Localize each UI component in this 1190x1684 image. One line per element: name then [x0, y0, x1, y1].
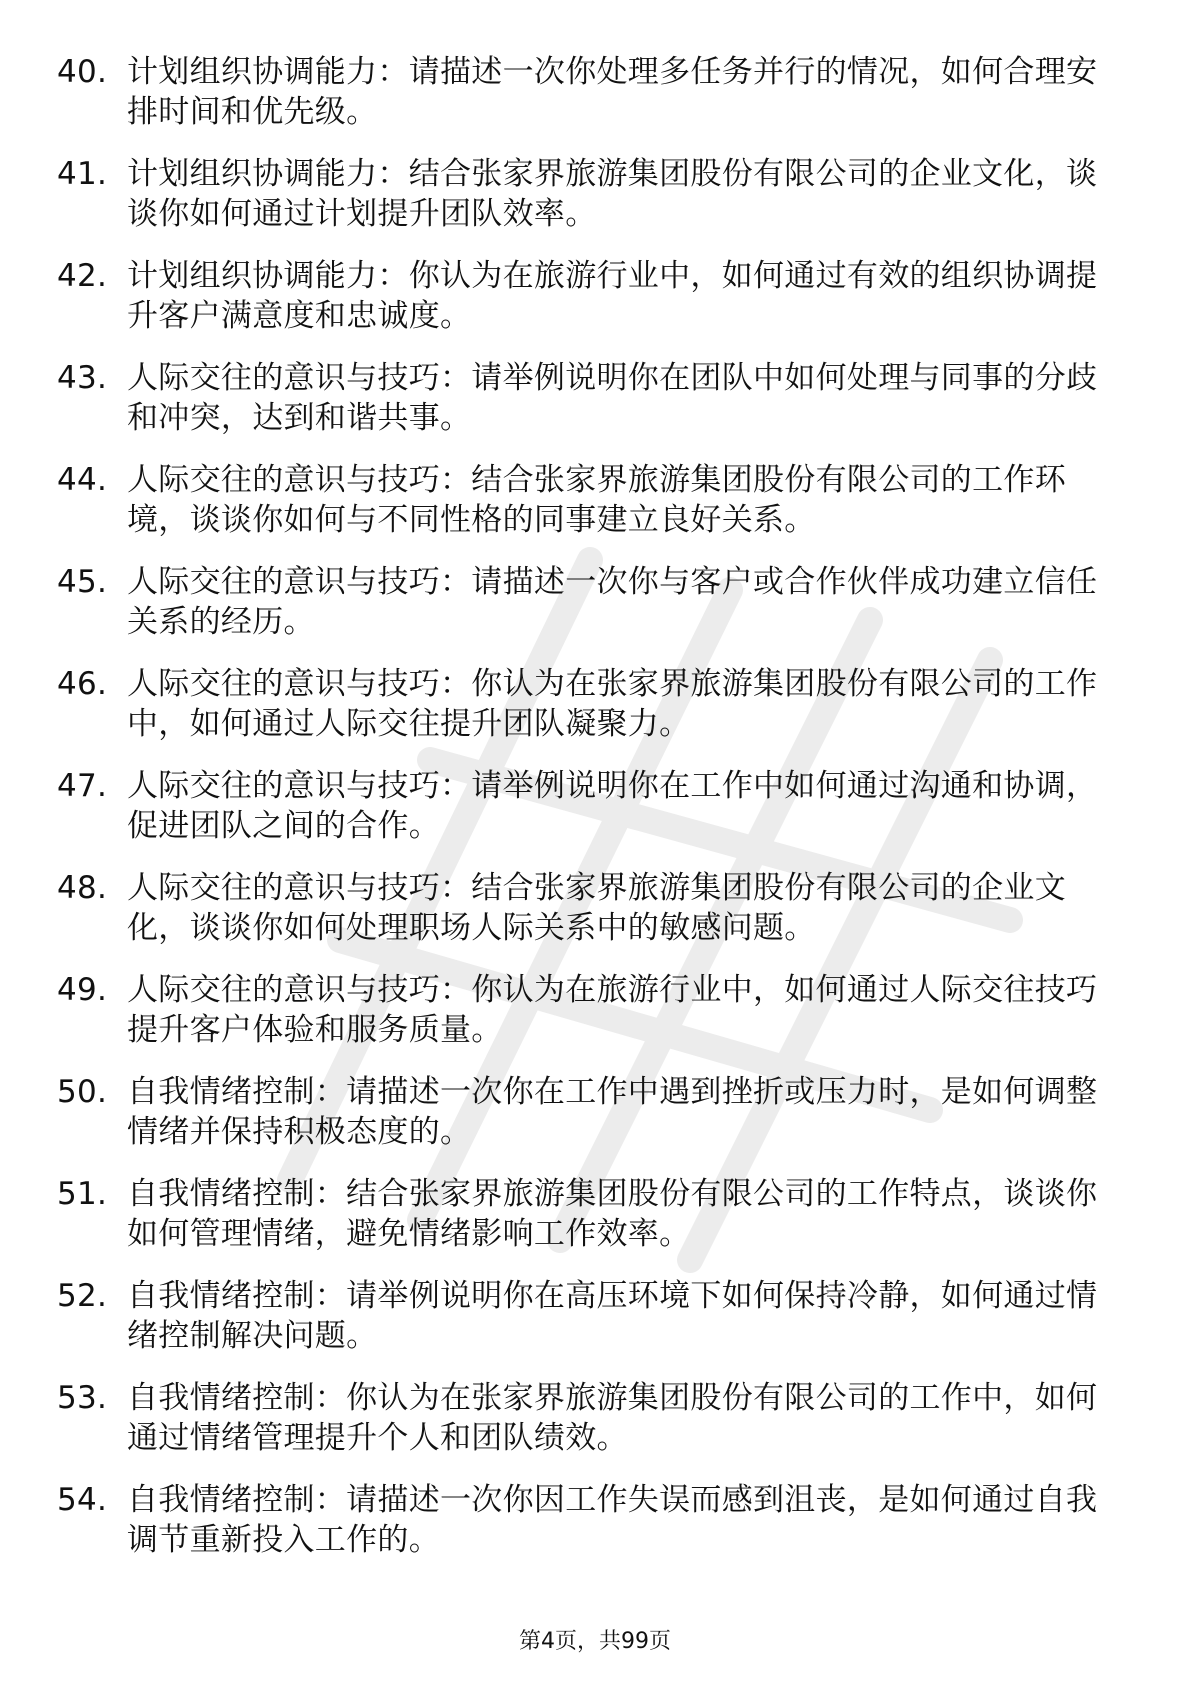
list-item — [57, 1276, 1107, 1356]
question-number: 47. — [57, 768, 108, 804]
question-text: 自我情绪控制：请举例说明你在高压环境下如何保持冷静，如何通过情绪控制解决问题。 — [127, 1278, 1098, 1354]
question-number: 45. — [57, 564, 108, 600]
list-item — [57, 358, 1107, 438]
question-number: 53. — [57, 1380, 108, 1416]
list-item — [57, 460, 1107, 540]
list-item — [57, 256, 1107, 336]
question-number: 41. — [57, 156, 108, 192]
list-item — [57, 1174, 1107, 1254]
list-item — [57, 1480, 1107, 1560]
list-item — [57, 1378, 1107, 1458]
list-item — [57, 52, 1107, 132]
question-number: 44. — [57, 462, 108, 498]
question-number: 49. — [57, 972, 108, 1008]
question-text: 人际交往的意识与技巧：结合张家界旅游集团股份有限公司的工作环境，谈谈你如何与不同性格的同事建立良好关系。 — [127, 462, 1066, 538]
question-text: 自我情绪控制：结合张家界旅游集团股份有限公司的工作特点，谈谈你如何管理情绪，避免情绪影响工作效率。 — [127, 1176, 1098, 1252]
question-number: 40. — [57, 54, 108, 90]
list-item — [57, 868, 1107, 948]
question-number: 48. — [57, 870, 108, 906]
question-text: 计划组织协调能力：请描述一次你处理多任务并行的情况，如何合理安排时间和优先级。 — [127, 54, 1098, 130]
question-text: 人际交往的意识与技巧：你认为在张家界旅游集团股份有限公司的工作中，如何通过人际交往提升团队凝聚力。 — [127, 666, 1098, 742]
question-text: 自我情绪控制：请描述一次你在工作中遇到挫折或压力时，是如何调整情绪并保持积极态度的。 — [127, 1074, 1098, 1150]
question-text: 人际交往的意识与技巧：请举例说明你在团队中如何处理与同事的分歧和冲突，达到和谐共事。 — [127, 360, 1098, 436]
list-item — [57, 664, 1107, 744]
question-number: 50. — [57, 1074, 108, 1110]
question-number: 51. — [57, 1176, 108, 1212]
question-number: 52. — [57, 1278, 108, 1314]
list-item — [57, 970, 1107, 1050]
list-item — [57, 1072, 1107, 1152]
page-footer: 第4页，共99页 — [519, 1629, 671, 1654]
question-text: 人际交往的意识与技巧：请描述一次你与客户或合作伙伴成功建立信任关系的经历。 — [127, 564, 1098, 640]
question-text: 计划组织协调能力：你认为在旅游行业中，如何通过有效的组织协调提升客户满意度和忠诚度。 — [127, 258, 1098, 334]
question-text: 人际交往的意识与技巧：请举例说明你在工作中如何通过沟通和协调，促进团队之间的合作。 — [127, 768, 1098, 844]
list-item — [57, 562, 1107, 642]
question-text: 自我情绪控制：请描述一次你因工作失误而感到沮丧，是如何通过自我调节重新投入工作的。 — [127, 1482, 1098, 1558]
question-text: 计划组织协调能力：结合张家界旅游集团股份有限公司的企业文化，谈谈你如何通过计划提升团队效率。 — [127, 156, 1098, 232]
list-item — [57, 154, 1107, 234]
question-number: 42. — [57, 258, 108, 294]
question-list — [57, 52, 1107, 1582]
list-item — [57, 766, 1107, 846]
question-number: 43. — [57, 360, 108, 396]
question-number: 46. — [57, 666, 108, 702]
question-text: 自我情绪控制：你认为在张家界旅游集团股份有限公司的工作中，如何通过情绪管理提升个人和团队绩效。 — [127, 1380, 1098, 1456]
question-number: 54. — [57, 1482, 108, 1518]
question-text: 人际交往的意识与技巧：你认为在旅游行业中，如何通过人际交往技巧提升客户体验和服务质量。 — [127, 972, 1098, 1048]
question-text: 人际交往的意识与技巧：结合张家界旅游集团股份有限公司的企业文化，谈谈你如何处理职场人际关系中的敏感问题。 — [127, 870, 1066, 946]
